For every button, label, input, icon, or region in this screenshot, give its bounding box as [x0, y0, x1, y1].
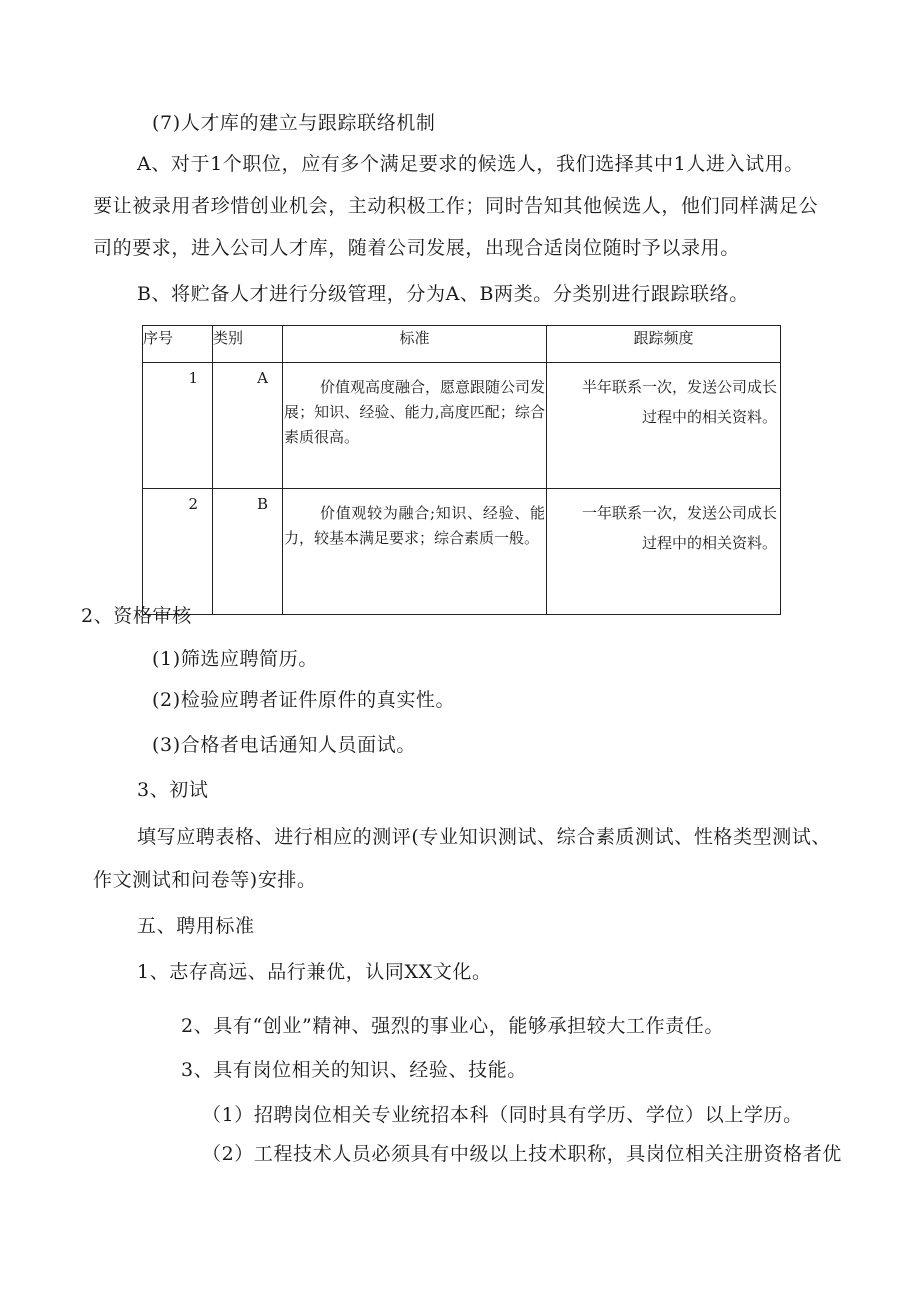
paragraph-line: 2、具有“创业”精神、强烈的事业心，能够承担较大工作责任。 [181, 1015, 724, 1037]
table-header-row [143, 326, 781, 363]
section-heading: 3、初试 [137, 779, 209, 801]
paragraph-line: 3、具有岗位相关的知识、经验、技能。 [181, 1059, 527, 1081]
frequency-line: 过程中的相关资料。 [641, 534, 777, 552]
paragraph-line: 1、志存高远、品行兼优，认同XX文化。 [137, 961, 492, 983]
cell-standard: 价值观较为融合;知识、经验、能力，较基本满足要求；综合素质一般。 [283, 489, 547, 615]
header-frequency: 跟踪频度 [547, 326, 781, 363]
cell-frequency [547, 489, 781, 615]
cell-standard: 价值观高度融合，愿意跟随公司发展；知识、经验、能力,高度匹配；综合素质很高。 [283, 363, 547, 489]
cell-number: 1 [143, 363, 213, 489]
paragraph-line: (1)筛选应聘简历。 [152, 648, 318, 670]
paragraph-line: 填写应聘表格、进行相应的测评(专业知识测试、综合素质测试、性格类型测试、 [137, 826, 832, 848]
paragraph-line: （1）招聘岗位相关专业统招本科（同时具有学历、学位）以上学历。 [202, 1104, 803, 1126]
table-row [143, 363, 781, 489]
cell-frequency [547, 363, 781, 489]
paragraph-line: (2)检验应聘者证件原件的真实性。 [152, 689, 456, 711]
paragraph-line: (7)人才库的建立与跟踪联络机制 [152, 112, 436, 134]
paragraph-line: 司的要求，进入公司人才库，随着公司发展，出现合适岗位随时予以录用。 [93, 237, 740, 259]
paragraph-line: 作文测试和问卷等)安排。 [93, 869, 317, 891]
frequency-line: 过程中的相关资料。 [641, 408, 777, 426]
paragraph-line: A、对于1个职位，应有多个满足要求的候选人，我们选择其中1人进入试用。 [137, 153, 804, 175]
section-heading: 五、聘用标准 [137, 915, 255, 937]
table-row [143, 489, 781, 615]
paragraph-line: B、将贮备人才进行分级管理，分为A、B两类。分类别进行跟踪联络。 [137, 283, 749, 305]
header-number: 序号 [143, 326, 213, 363]
cell-number: 2 [143, 489, 213, 615]
header-category: 类别 [213, 326, 283, 363]
frequency-line: 一年联系一次，发送公司成长 [581, 504, 777, 522]
paragraph-line: 要让被录用者珍惜创业机会，主动积极工作；同时告知其他候选人，他们同样满足公 [93, 195, 819, 217]
talent-pool-table [142, 325, 781, 615]
section-heading: 2、资格审核 [81, 605, 192, 627]
paragraph-line: (3)合格者电话通知人员面试。 [152, 734, 416, 756]
paragraph-line: （2）工程技术人员必须具有中级以上技术职称，具岗位相关注册资格者优 [202, 1143, 842, 1165]
cell-category: A [213, 363, 283, 489]
header-standard: 标准 [283, 326, 547, 363]
cell-category: B [213, 489, 283, 615]
frequency-line: 半年联系一次，发送公司成长 [581, 378, 777, 396]
